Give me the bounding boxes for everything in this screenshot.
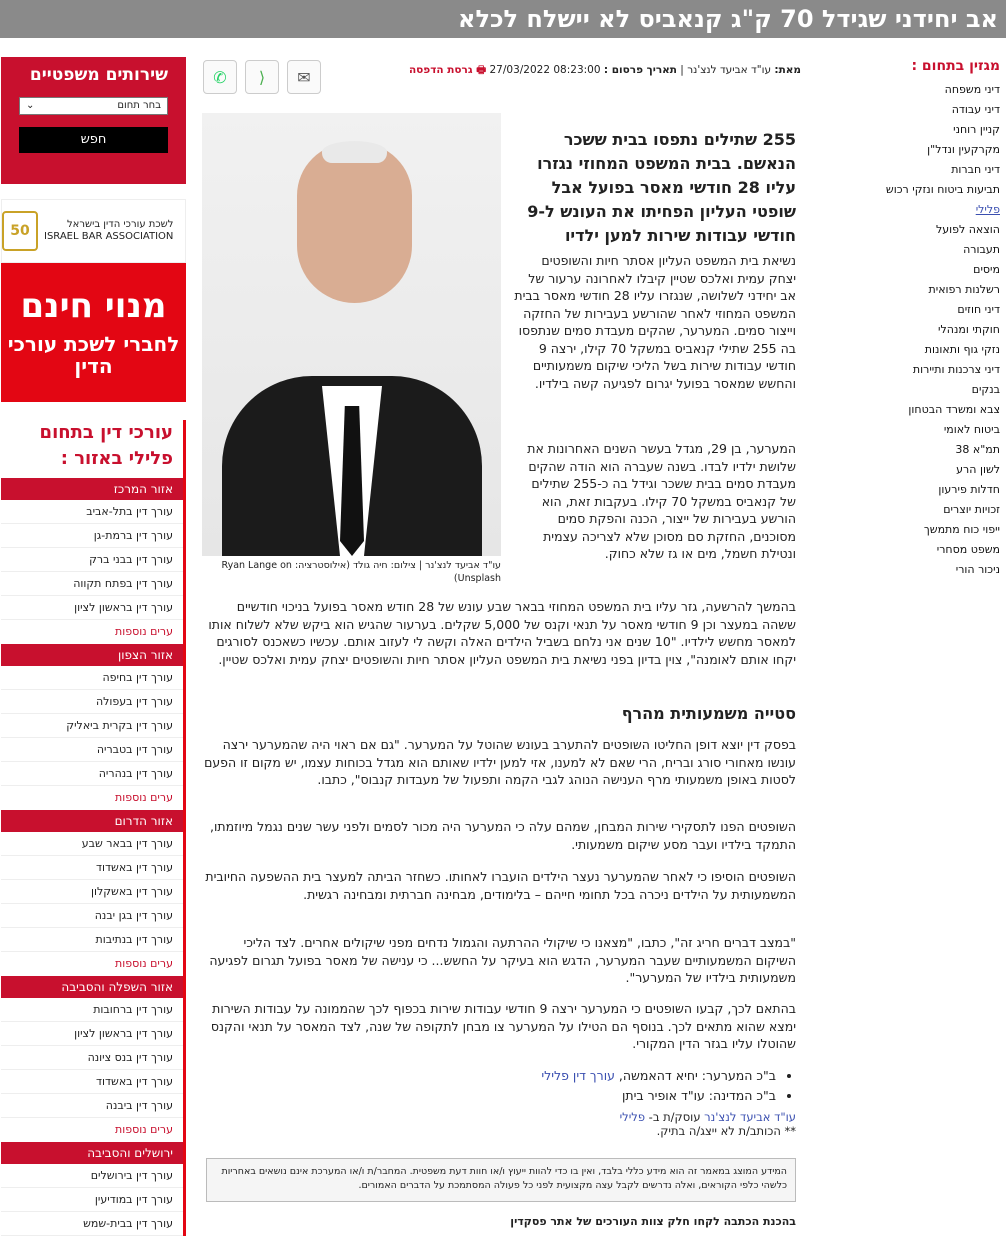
paragraph-6: השופטים הוסיפו כי לאחר שהמערער נעצר הילדים הועברו לאחותו. כשחזר הביתה למעצר בית ההשפעה החיובית המשמעותית על הילדים ניכרה בכל תחומי חייהם – בלימודים, מבחינה חברתית ומבחינה רגשית. bbox=[205, 869, 796, 902]
region-city-link[interactable]: עורך דין באשקלון bbox=[1, 880, 183, 904]
author-field-link[interactable]: פלילי bbox=[619, 1110, 646, 1124]
topic-nav-item[interactable]: בנקים bbox=[971, 383, 1000, 396]
share-button[interactable] bbox=[245, 60, 279, 94]
author-note: ** הכותב/ת לא ייצג/ה בתיק. bbox=[656, 1124, 796, 1138]
topic-nav-item[interactable]: זכויות יוצרים bbox=[943, 503, 1000, 516]
region-city-link[interactable]: עורך דין בבאר שבע bbox=[1, 832, 183, 856]
topic-nav-item[interactable]: מקרקעין ונדל"ן bbox=[927, 143, 1000, 156]
regional-lawyers bbox=[1, 420, 186, 1236]
topic-nav-item[interactable]: ביטוח לאומי bbox=[943, 423, 1000, 436]
topic-nav-item[interactable]: חוקתי ומנהלי bbox=[938, 323, 1000, 336]
region-city-link[interactable]: עורך דין בחיפה bbox=[1, 666, 183, 690]
legal-services-box bbox=[1, 57, 186, 184]
region-city-link[interactable]: עורך דין במודיעין bbox=[1, 1188, 183, 1212]
date-label: תאריך פרסום : bbox=[603, 64, 677, 76]
topic-nav-item[interactable]: תמ"א 38 bbox=[955, 443, 1000, 456]
region-city-link[interactable]: עורך דין בראשון לציון bbox=[1, 1022, 183, 1046]
paragraph-1: נשיאת בית המשפט העליון אסתר חיות והשופטים יצחק עמית ואלכס שטיין קיבלו לאחרונה ערעור של אב יחידני לשלושה, שנגזרו עליו 28 חודשי מאסר בבית המשפט המחוזי לאחר שהורשע בעבירות של החזקה וייצור סמים. המערער, שהקים מעבדת סמים שנתפסו בה 255 שתילי קנאביס במשקל 70 קילו, ירצה 9 חודשי עבודות שירות בשל הליכי שיקום משמעותיים והחשש שמאסר בפועל יגרום לפגיעה קשה בילדיו. bbox=[514, 253, 796, 391]
author-box bbox=[401, 1110, 796, 1138]
topic-nav-item[interactable]: מיסים bbox=[973, 263, 1000, 276]
article-lead: 255 שתילים נתפסו בבית ששכר הנאשם. בבית המשפט המחוזי נגזרו עליו 28 חודשי מאסר בפועל אבל שופטי העליון הפחיתו את העונש ל-9 חודשי עבודות שירות למען ילדיו bbox=[527, 130, 796, 245]
topic-nav-item[interactable]: הוצאה לפועל bbox=[935, 223, 1000, 236]
photo-caption: עו"ד אביעד לנצ'נר | צילום: חיה גולד (אילוסטרציה: Ryan Lange on Unsplash) bbox=[221, 560, 501, 584]
from-label: מאת: bbox=[774, 64, 801, 76]
region-header[interactable]: ירושלים והסביבה bbox=[1, 1142, 183, 1164]
printer-icon: 🖶 bbox=[476, 64, 487, 76]
topic-nav-heading: מגזין בתחום : bbox=[911, 58, 1000, 74]
mail-icon: ✉ bbox=[297, 67, 311, 87]
share-icon: ⟨ bbox=[258, 67, 266, 87]
region-city-link[interactable]: עורך דין בבני ברק bbox=[1, 548, 183, 572]
region-city-link[interactable]: עורך דין בנתיבות bbox=[1, 928, 183, 952]
topic-nav-item[interactable]: רשלנות רפואית bbox=[928, 283, 1000, 296]
free-subscription-subtitle: לחברי לשכת עורכי הדין bbox=[7, 332, 180, 378]
field-select[interactable] bbox=[19, 97, 168, 115]
region-city-link[interactable]: עורך דין בקרית ביאליק bbox=[1, 714, 183, 738]
topic-nav-item[interactable]: דיני צרכנות ותיירות bbox=[912, 363, 1000, 376]
paragraph-4: בפסק דין יוצא דופן החליטו השופטים להתערב בעונש שהוטל על המערער. "גם אם ראוי היה שהמערער ירצה עונשו מאחורי סורג ובריח, הרי שאם לא למענו, אזי למען ילדיו שאותם הוא מגדל בכוחות עצמו, יש מקום זו הפעם לסטות באופן משמעותי מרף הענישה הנוהג לגבי הקמה ותפעול של מעבדות קנבוס", כתבו. bbox=[204, 737, 796, 787]
whatsapp-icon: ✆ bbox=[213, 67, 227, 87]
region-city-link[interactable]: עורך דין בבית-שמש bbox=[1, 1212, 183, 1236]
field-select-value: בחר תחום bbox=[117, 100, 161, 111]
more-cities-link[interactable]: ערים נוספות bbox=[115, 957, 173, 970]
bar-association-text bbox=[44, 219, 173, 243]
disclaimer-box: המידע המוצג במאמר זה הוא מידע כללי בלבד, ואין בו כדי להוות ייעוץ ו/או חוות דעת משפטית. המחבר/ת ו/או המערכת אינם נושאים באחריות כלשהי כלפי הקוראים, ואלה נדרשים לקבל עצה מקצועית לפני כל פעולה המסתמכת על הדברים האמורים. bbox=[206, 1158, 796, 1202]
author-photo bbox=[202, 113, 501, 556]
representation-list bbox=[416, 1066, 796, 1106]
topic-nav-item[interactable]: ייפוי כוח מתמשך bbox=[923, 523, 1000, 536]
author-name[interactable]: עו"ד אביעד לנצ'נר bbox=[687, 64, 772, 76]
paragraph-5: השופטים הפנו לתסקירי שירות המבחן, שמהם עלה כי המערער היה מכור לסמים ולפני עשר שנים נגמל מיוזמתו, התמקד בילדיו ועבר מסע שיקום משמעותי. bbox=[210, 819, 796, 852]
topic-nav-item[interactable]: תעבורה bbox=[963, 243, 1000, 256]
paragraph-2: המערער, בן 29, מגדל בעשר השנים האחרונות את שלושת ילדיו לבדו. בשנה שעברה הוא הודה שהקים מעבדת סמים בבית ששכר וגידל בה כ-255 שתילים של קנאביס במשקל 70 קילו. בעקבות זאת, הוא הורשע בעבירות של ייצור, הכנה והפקת סמים מסוכנים, החזקת סם מסוכן שלא לצריכה עצמית ונטילת חשמל, מים או גז שלא כחוק. bbox=[527, 441, 796, 561]
topic-nav-item[interactable]: דיני משפחה bbox=[944, 83, 1000, 96]
more-cities-link[interactable]: ערים נוספות bbox=[115, 1123, 173, 1136]
region-city-link[interactable]: עורך דין בפתח תקווה bbox=[1, 572, 183, 596]
editorial-note: בהכנת הכתבה לקחו חלק צוות העורכים של אתר פסקדין bbox=[510, 1215, 796, 1228]
region-city-link[interactable]: עורך דין בגן יבנה bbox=[1, 904, 183, 928]
paragraph-8: בהתאם לכך, קבעו השופטים כי המערער ירצה 9 חודשי עבודות שירות בכפוף לכך שהממונה על עבודות השירות ימצא שהוא מתאים לכך. בנוסף הם הטילו על המערער צו מבחן לתקופה של שנה, לצד המאסר על תנאי והקנס שהוטלו עליו בגזר הדין המקורי. bbox=[210, 1001, 796, 1051]
region-city-link[interactable]: עורך דין באשדוד bbox=[1, 856, 183, 880]
regional-lawyers-title: עורכי דין בתחום פלילי באזור : bbox=[39, 422, 173, 469]
topic-nav-item[interactable]: תביעות ביטוח ונזקי רכוש bbox=[885, 183, 1000, 196]
criminal-lawyer-link[interactable]: עורך דין פלילי bbox=[541, 1068, 615, 1083]
author-field-label: עוסק/ת ב- bbox=[648, 1110, 701, 1124]
region-city-link[interactable]: עורך דין ברמת-גן bbox=[1, 524, 183, 548]
region-city-link[interactable]: עורך דין בראשון לציון bbox=[1, 596, 183, 620]
region-city-link[interactable]: עורך דין באשדוד bbox=[1, 1070, 183, 1094]
region-header[interactable]: אזור הצפון bbox=[1, 644, 183, 666]
subheading: סטייה משמעותית מהרף bbox=[621, 704, 796, 723]
topic-nav-item[interactable]: משפט מסחרי bbox=[936, 543, 1000, 556]
region-city-link[interactable]: עורך דין בירושלים bbox=[1, 1164, 183, 1188]
topic-nav-item[interactable]: דיני חברות bbox=[951, 163, 1000, 176]
more-cities-link[interactable]: ערים נוספות bbox=[115, 791, 173, 804]
topic-nav-item[interactable]: קניין רוחני bbox=[953, 123, 1000, 136]
free-subscription-banner[interactable] bbox=[1, 263, 186, 402]
topic-nav-item[interactable]: ניכור הורי bbox=[955, 563, 1000, 576]
bar-association-logo: 50 bbox=[2, 211, 38, 251]
chevron-down-icon: ⌄ bbox=[26, 100, 35, 111]
list-item: • ב"כ המדינה: עו"ד אופיר ביתן bbox=[416, 1086, 776, 1106]
topic-nav-item[interactable]: חדלות פירעון bbox=[938, 483, 1000, 496]
region-city-link[interactable]: עורך דין בתל-אביב bbox=[1, 500, 183, 524]
whatsapp-button[interactable] bbox=[203, 60, 237, 94]
topic-nav-item[interactable]: לשון הרע bbox=[956, 463, 1000, 476]
bar-association-hebrew: לשכת עורכי הדין בישראל bbox=[67, 219, 174, 230]
search-button[interactable]: חפש bbox=[19, 127, 168, 153]
publish-date: 08:23:00 27/03/2022 bbox=[489, 64, 601, 76]
region-city-link[interactable]: עורך דין בנהריה bbox=[1, 762, 183, 786]
print-version-link[interactable] bbox=[409, 64, 486, 76]
region-header[interactable]: אזור השפלה והסביבה bbox=[1, 976, 183, 998]
region-city-link[interactable]: עורך דין בעפולה bbox=[1, 690, 183, 714]
paragraph-3: בהמשך להרשעה, גזר עליו בית המשפט המחוזי בבאר שבע עונש של 28 חודש מאסר בפועל בניכוי חודשיים ששהה במעצר וכן 9 חודשי מאסר על תנאי וקנס של 5,000 שקלים. בערעור שהגיש הוא ביקש שלא לשלוח אותו למאסר מחשש לילדיו. "10 שנים אני נלחם בשביל הילדים האלה וקשה לי לעזוב אותם. עכשיו כשאכנס לסורגים יקחו אותם לאומנה", צוין בדיון בפני נשיאת בית המשפט העליון אסתר חיות והשופטים יצחק עמית ואלכס שטיין. bbox=[208, 599, 796, 667]
topic-nav-item[interactable]: צבא ומשרד הבטחון bbox=[908, 403, 1000, 416]
region-header[interactable]: אזור המרכז bbox=[1, 478, 183, 500]
region-city-link[interactable]: עורך דין ברחובות bbox=[1, 998, 183, 1022]
topic-nav-item[interactable]: פלילי bbox=[975, 203, 1000, 216]
mail-button[interactable] bbox=[287, 60, 321, 94]
topic-nav-item[interactable]: דיני חוזים bbox=[957, 303, 1000, 316]
article-meta: מאת: עו"ד אביעד לנצ'נר | תאריך פרסום : 08:23:00 27/03/2022 🖶 גרסת הדפסה bbox=[408, 64, 801, 76]
bar-association-english: ISRAEL BAR ASSOCIATION bbox=[44, 231, 174, 242]
share-buttons bbox=[203, 60, 321, 94]
page-title: אב יחידני שגידל 70 ק"ג קנאביס לא יישלח לכלא bbox=[457, 5, 998, 33]
legal-services-title: שירותים משפטיים bbox=[29, 65, 168, 85]
print-label: גרסת הדפסה bbox=[408, 64, 473, 76]
topic-nav-item[interactable]: נזקי גוף ותאונות bbox=[924, 343, 1000, 356]
region-city-link[interactable]: עורך דין בטבריה bbox=[1, 738, 183, 762]
free-subscription-title: מנוי חינם bbox=[20, 286, 167, 326]
topic-nav bbox=[868, 58, 1000, 580]
region-city-link[interactable]: עורך דין ביבנה bbox=[1, 1094, 183, 1118]
region-city-link[interactable]: עורך דין בנס ציונה bbox=[1, 1046, 183, 1070]
list-item: • ב"כ המערער: יחיא דהאמשה, עורך דין פלילי bbox=[416, 1066, 776, 1086]
region-header[interactable]: אזור הדרום bbox=[1, 810, 183, 832]
title-bar bbox=[0, 0, 1006, 38]
bar-association-banner[interactable] bbox=[1, 199, 186, 263]
author-link[interactable]: עו"ד אביעד לנצ'נר bbox=[704, 1110, 796, 1124]
more-cities-link[interactable]: ערים נוספות bbox=[115, 625, 173, 638]
paragraph-7: "במצב דברים חריג זה", כתבו, "מצאנו כי שיקולי ההרתעה והגמול נדחים מפני שיקולים אחרים. לצד הליכי השיקום המשמעותיים שעבר המערער, הדגש הוא בעיקר על החשש... כי ענישה של מאסר בפועל תגרום לפגיעה משמעותית בילדיו של המערער". bbox=[209, 935, 796, 985]
topic-nav-item[interactable]: דיני עבודה bbox=[951, 103, 1000, 116]
